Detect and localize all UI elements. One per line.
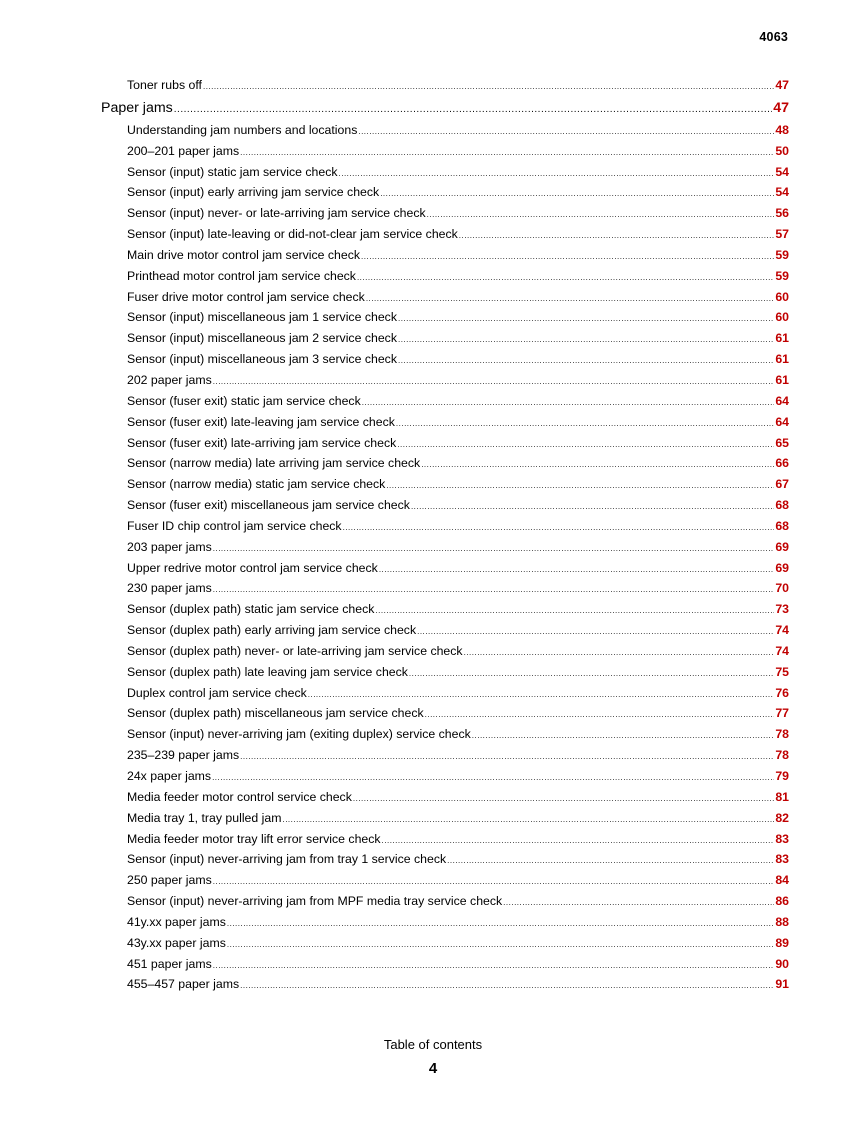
toc-page-link[interactable]: 66 (775, 456, 789, 471)
toc-entry-title: 200–201 paper jams (127, 143, 240, 158)
toc-page-link[interactable]: 78 (775, 748, 789, 763)
toc-entry[interactable] (101, 620, 789, 641)
toc-page-link[interactable]: 69 (775, 539, 789, 554)
toc-entry[interactable] (101, 683, 789, 704)
toc-entry-title: Sensor (input) early arriving jam service check (127, 185, 380, 200)
toc-entry-title: Sensor (narrow media) static jam service check (127, 477, 386, 492)
toc-entry[interactable] (101, 912, 789, 933)
toc-page-link[interactable]: 74 (775, 623, 789, 638)
toc-page-link[interactable]: 59 (775, 247, 789, 262)
toc-entry-title: Printhead motor control jam service check (127, 268, 356, 283)
toc-entry-title: Sensor (fuser exit) miscellaneous jam service check (127, 498, 410, 513)
toc-entry-title: Fuser ID chip control jam service check (127, 518, 342, 533)
toc-dot-leader (398, 307, 774, 330)
toc-page-link[interactable]: 61 (775, 331, 789, 346)
footer-page-number: 4 (428, 1060, 438, 1077)
toc-entry-title: Sensor (duplex path) miscellaneous jam service check (127, 706, 424, 721)
toc-page-link[interactable]: 64 (775, 393, 789, 408)
toc-entry-title: 235–239 paper jams (127, 748, 240, 763)
toc-page-link[interactable]: 76 (775, 685, 789, 700)
toc-dot-leader (421, 453, 774, 476)
toc-entry[interactable] (101, 328, 789, 349)
toc-dot-leader (213, 537, 775, 560)
toc-page-link[interactable]: 54 (775, 164, 789, 179)
toc-entry-title: 24x paper jams (127, 769, 212, 783)
toc-dot-leader (361, 245, 774, 268)
toc-entry[interactable] (101, 474, 789, 495)
toc-entry-title: Sensor (duplex path) late leaving jam service check (127, 664, 408, 679)
toc-dot-leader (411, 495, 774, 518)
toc-dot-leader (213, 370, 775, 393)
toc-entry-title: 41y.xx paper jams (127, 914, 226, 929)
toc-entry-title: Main drive motor control jam service check (127, 247, 361, 262)
toc-dot-leader (380, 182, 774, 205)
toc-entry[interactable] (101, 724, 789, 745)
toc-dot-leader (240, 745, 774, 768)
toc-entry-title: Sensor (input) static jam service check (127, 164, 338, 179)
toc-entry[interactable] (101, 433, 789, 454)
toc-dot-leader (213, 954, 775, 977)
toc-dot-leader (472, 724, 775, 747)
toc-dot-leader (375, 599, 774, 622)
toc-entry[interactable] (101, 703, 789, 724)
toc-entry-title: 43y.xx paper jams (127, 935, 226, 950)
toc-page-link[interactable]: 84 (775, 873, 789, 888)
toc-page-link[interactable]: 65 (775, 435, 789, 450)
toc-entry[interactable] (101, 287, 789, 308)
toc-page-link[interactable]: 73 (775, 602, 789, 617)
toc-entry-title: Paper jams (101, 99, 173, 116)
toc-entry[interactable] (101, 599, 789, 620)
toc-entry[interactable] (101, 412, 789, 433)
toc-entry-title: 202 paper jams (127, 372, 212, 387)
toc-entry[interactable] (101, 120, 789, 141)
toc-page-link[interactable]: 88 (775, 914, 789, 929)
toc-page-link[interactable]: 68 (775, 498, 789, 513)
toc-page-link[interactable]: 83 (775, 852, 789, 867)
toc-entry-title: 230 paper jams (127, 581, 212, 596)
toc-entry[interactable] (101, 808, 789, 829)
toc-dot-leader (503, 891, 774, 914)
toc-entry[interactable] (101, 182, 789, 203)
toc-page-link[interactable]: 64 (775, 414, 789, 429)
toc-entry[interactable] (101, 141, 789, 162)
toc-dot-leader (227, 912, 774, 935)
toc-dot-leader (339, 162, 775, 185)
toc-page-link[interactable]: 57 (775, 227, 789, 242)
toc-dot-leader (379, 558, 775, 581)
toc-entry-title: Media feeder motor tray lift error service check (127, 831, 381, 846)
toc-page-link[interactable]: 68 (775, 518, 789, 533)
toc-entry[interactable] (101, 516, 789, 537)
toc-entry-title: Sensor (input) never-arriving jam (exiting duplex) service check (127, 727, 471, 742)
toc-entry[interactable] (101, 954, 789, 975)
toc-entry[interactable] (101, 787, 789, 808)
toc-dot-leader (382, 829, 775, 852)
toc-dot-leader (464, 641, 775, 664)
toc-dot-leader (362, 391, 775, 414)
toc-entry-title: Sensor (duplex path) static jam service check (127, 602, 375, 617)
toc-page-link[interactable]: 79 (775, 769, 789, 783)
toc-entry[interactable] (101, 766, 789, 787)
toc-dot-leader (409, 662, 774, 685)
toc-entry-title: Sensor (duplex path) early arriving jam service check (127, 623, 417, 638)
toc-page-link[interactable]: 77 (775, 706, 789, 721)
toc-entry-title: Duplex control jam service check (127, 685, 307, 700)
toc-dot-leader (398, 328, 774, 351)
toc-page-link[interactable]: 70 (775, 581, 789, 596)
toc-dot-leader (343, 516, 775, 539)
toc-dot-leader (308, 683, 775, 706)
toc-page-link[interactable]: 75 (775, 664, 789, 679)
toc-entry-title: 455–457 paper jams (127, 977, 240, 992)
toc-entry[interactable] (101, 558, 789, 579)
toc-dot-leader (212, 766, 774, 789)
toc-dot-leader (174, 96, 772, 122)
toc-entry-title: 203 paper jams (127, 539, 212, 554)
toc-entry[interactable] (101, 537, 789, 558)
toc-dot-leader (417, 620, 774, 643)
toc-entry-title: Understanding jam numbers and locations (127, 122, 358, 137)
toc-entry-title: Sensor (narrow media) late arriving jam service check (127, 456, 421, 471)
toc-dot-leader (398, 349, 774, 372)
toc-entry[interactable] (101, 75, 789, 96)
toc-entry[interactable] (101, 307, 789, 328)
toc-entry[interactable] (101, 745, 789, 766)
toc-entry-title: Media feeder motor control service check (127, 789, 352, 804)
toc-dot-leader (240, 974, 774, 997)
toc-entry-title: Sensor (input) never-arriving jam from MPF media tray service check (127, 894, 503, 909)
toc-dot-leader (425, 703, 775, 726)
toc-dot-leader (227, 933, 774, 956)
toc-dot-leader (213, 578, 775, 601)
toc-page-link[interactable]: 74 (775, 643, 789, 658)
toc-entry[interactable] (101, 933, 789, 954)
toc-page-link[interactable]: 69 (775, 560, 789, 575)
toc-entry-title: Sensor (fuser exit) static jam service check (127, 393, 361, 408)
toc-dot-leader (386, 474, 774, 497)
toc-page-link[interactable]: 91 (775, 977, 789, 992)
toc-entry[interactable] (101, 266, 789, 287)
toc-entry-title: Sensor (input) miscellaneous jam 2 service check (127, 331, 397, 346)
toc-entry[interactable] (101, 349, 789, 370)
toc-entry-title: Upper redrive motor control jam service check (127, 560, 378, 575)
toc-dot-leader (397, 433, 774, 456)
toc-entry[interactable] (101, 641, 789, 662)
toc-page-link[interactable]: 60 (775, 310, 789, 325)
toc-page-link[interactable]: 60 (775, 289, 789, 304)
toc-dot-leader (240, 141, 774, 164)
toc-entry[interactable] (101, 495, 789, 516)
toc-entry[interactable] (101, 391, 789, 412)
toc-entry[interactable] (101, 974, 789, 995)
toc-entry-title: 250 paper jams (127, 873, 212, 888)
toc-dot-leader (282, 808, 774, 831)
toc-dot-leader (366, 287, 774, 310)
toc-dot-leader (357, 266, 774, 289)
table-of-contents (101, 75, 789, 995)
toc-page-link[interactable]: 86 (775, 894, 789, 909)
toc-entry-title: Sensor (fuser exit) late-arriving jam service check (127, 435, 397, 450)
toc-entry-title: Sensor (input) miscellaneous jam 3 service check (127, 352, 397, 367)
toc-entry[interactable] (101, 162, 789, 183)
toc-entry-title: Sensor (input) late-leaving or did-not-clear jam service check (127, 227, 458, 242)
toc-entry-title: Sensor (input) never- or late-arriving jam service check (127, 206, 426, 221)
toc-entry[interactable] (101, 662, 789, 683)
toc-page-link[interactable]: 61 (775, 372, 789, 387)
toc-page-link[interactable]: 56 (775, 206, 789, 221)
toc-entry-title: Sensor (input) miscellaneous jam 1 service check (127, 310, 397, 325)
toc-entry[interactable] (101, 203, 789, 224)
toc-entry-title: 451 paper jams (127, 956, 212, 971)
toc-dot-leader (353, 787, 774, 810)
toc-entry[interactable] (101, 870, 789, 891)
toc-page-link[interactable]: 78 (775, 727, 789, 742)
document-code: 4063 (759, 30, 788, 44)
toc-entry-title: Toner rubs off (127, 78, 202, 92)
toc-page-link[interactable]: 48 (775, 122, 789, 137)
toc-entry[interactable] (101, 849, 789, 870)
toc-entry[interactable] (101, 224, 789, 245)
toc-page-link[interactable]: 89 (775, 935, 789, 950)
toc-page-link[interactable]: 81 (775, 789, 789, 804)
toc-entry-title: Sensor (input) never-arriving jam from tray 1 service check (127, 852, 447, 867)
toc-dot-leader (447, 849, 774, 872)
toc-entry[interactable] (101, 245, 789, 266)
toc-entry-title: Media tray 1, tray pulled jam (127, 810, 282, 825)
toc-dot-leader (203, 75, 774, 98)
toc-dot-leader (459, 224, 775, 247)
toc-page-link[interactable]: 67 (775, 477, 789, 492)
toc-page-link[interactable]: 90 (775, 956, 789, 971)
toc-page-link[interactable]: 50 (775, 143, 789, 158)
toc-dot-leader (427, 203, 775, 226)
toc-page-link[interactable]: 82 (775, 810, 789, 825)
toc-entry[interactable] (101, 370, 789, 391)
toc-entry[interactable] (101, 829, 789, 850)
toc-page-link[interactable]: 83 (775, 831, 789, 846)
toc-entry[interactable] (101, 891, 789, 912)
toc-entry[interactable] (101, 453, 789, 474)
toc-entry[interactable] (101, 578, 789, 599)
toc-page-link[interactable]: 59 (775, 268, 789, 283)
toc-page-link[interactable]: 54 (775, 185, 789, 200)
footer-label: Table of contents (383, 1037, 483, 1052)
toc-entry-title: Sensor (duplex path) never- or late-arriving jam service check (127, 643, 463, 658)
toc-dot-leader (396, 412, 774, 435)
toc-page-link[interactable]: 47 (773, 99, 789, 116)
toc-dot-leader (213, 870, 775, 893)
toc-page-link[interactable]: 47 (775, 78, 789, 92)
toc-entry-title: Fuser drive motor control jam service check (127, 289, 365, 304)
toc-section-heading[interactable] (101, 96, 789, 120)
toc-entry-title: Sensor (fuser exit) late-leaving jam service check (127, 414, 395, 429)
toc-dot-leader (358, 120, 774, 143)
toc-page-link[interactable]: 61 (775, 352, 789, 367)
